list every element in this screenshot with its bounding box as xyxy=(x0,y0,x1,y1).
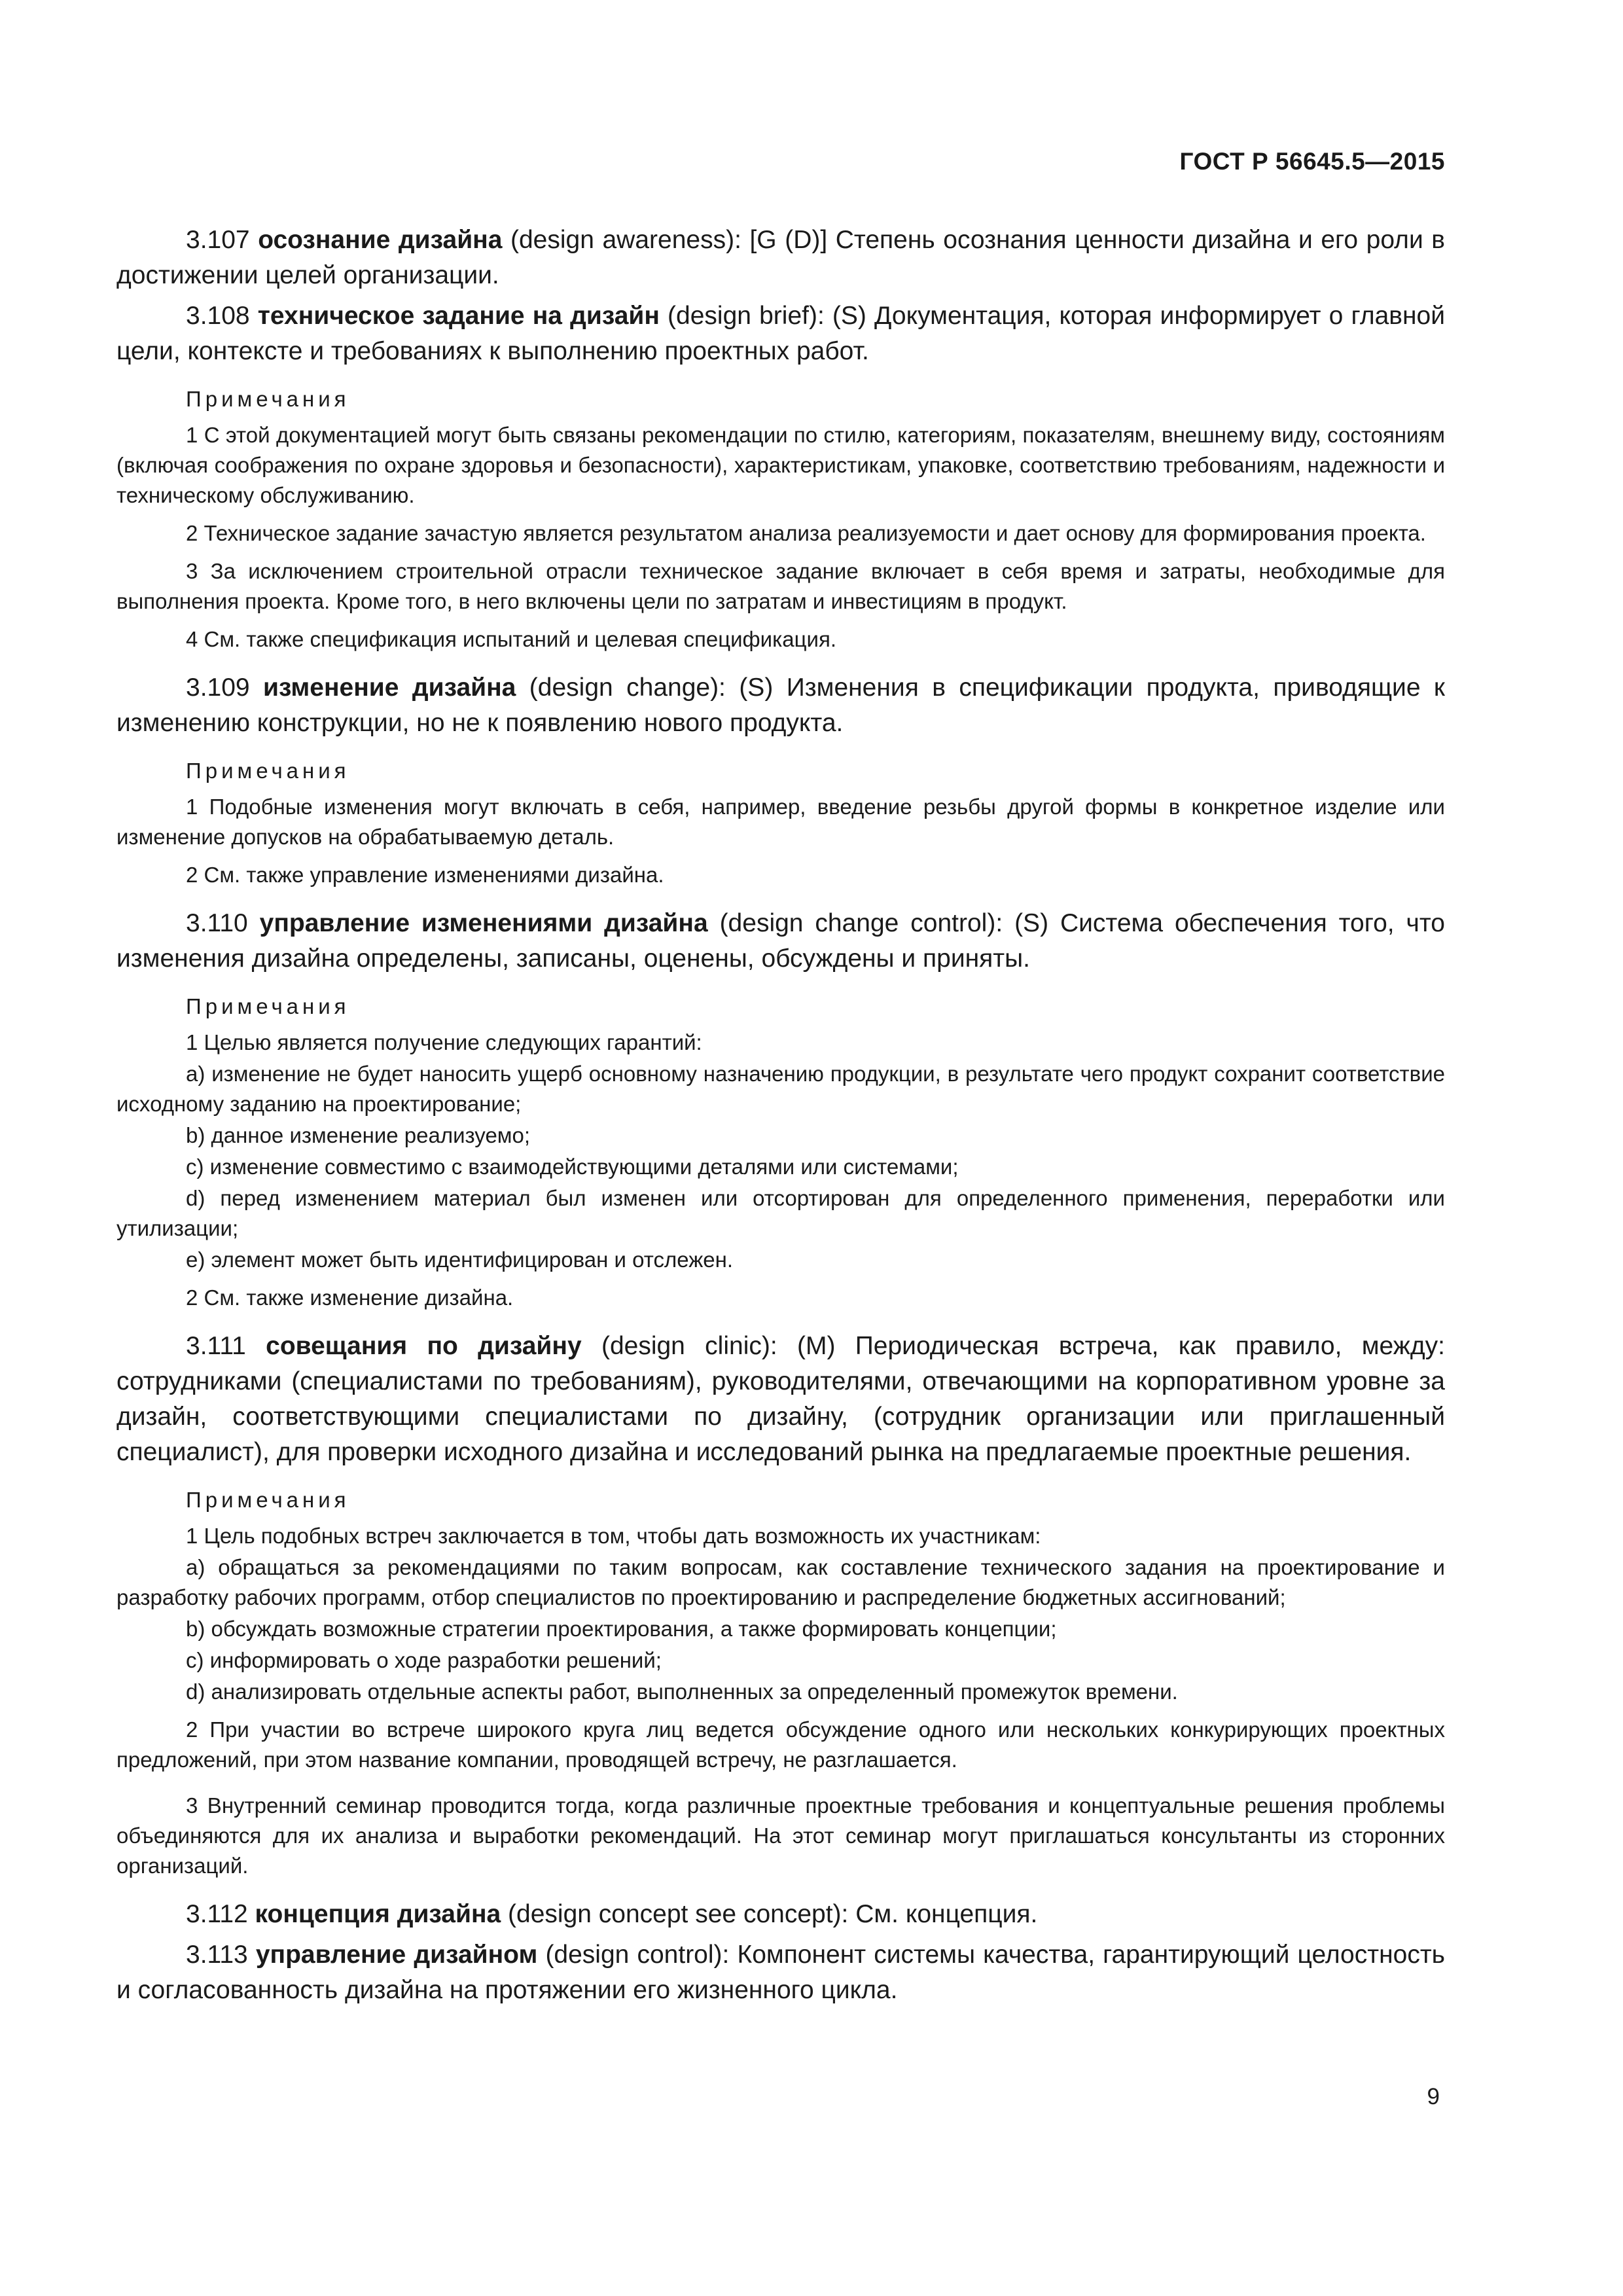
note-subitem: b) обсуждать возможные стратегии проектирования, а также формировать концепции; xyxy=(186,1617,1057,1641)
term-definition: (design clinic): (M) Периодическая встреча, как правило, между: сотрудниками (специалистами по требованиям), руководителями, отвечающими на корпоративном уровне за дизайн, соответствующими специалистами по дизайну, (сотрудник организации или приглашенный специалист), для проверки исходного дизайна и исследований рынка на предлагаемые проектные решения. xyxy=(116,1332,1445,1466)
notes-heading: Примечания xyxy=(186,1488,350,1512)
term-definition: (design brief): (S) Документация, которая информирует о главной цели, контексте и требованиях к выполнению проектных работ. xyxy=(116,302,1445,365)
note-item: 1 С этой документацией могут быть связаны рекомендации по стилю, категориям, показателям, внешнему виду, состояниям (включая соображения по охране здоровья и безопасности), характеристикам, упаковке, соответствию требованиям, надежности и техническому обслуживанию. xyxy=(116,423,1445,507)
note-item: 3 Внутренний семинар проводится тогда, когда различные проектные требования и концептуальные решения проблемы объединяются для их анализа и выработки рекомендаций. На этот семинар могут приглашаться консультанты из сторонних организаций. xyxy=(116,1793,1445,1878)
note-subitem: e) элемент может быть идентифицирован и отслежен. xyxy=(186,1247,734,1272)
notes-heading: Примечания xyxy=(186,387,350,411)
term-name: совещания по дизайну xyxy=(266,1332,582,1360)
term-3-107 xyxy=(116,223,1445,293)
term-number: 3.110 xyxy=(186,909,248,937)
term-name: осознание дизайна xyxy=(258,226,503,254)
term-number: 3.109 xyxy=(186,673,250,702)
note-subitem: c) информировать о ходе разработки решений; xyxy=(186,1648,662,1672)
term-3-109 xyxy=(116,670,1445,741)
note-item: 1 Целью является получение следующих гарантий: xyxy=(186,1030,702,1054)
term-name: концепция дизайна xyxy=(255,1900,501,1928)
note-subitem: b) данное изменение реализуемо; xyxy=(186,1123,531,1147)
term-definition: (design change): (S) Изменения в спецификации продукта, приводящие к изменению конструкции, но не к появлению нового продукта. xyxy=(116,673,1445,737)
note-subitem: c) изменение совместимо с взаимодействующими деталями или системами; xyxy=(186,1155,959,1179)
term-3-108 xyxy=(116,298,1445,369)
term-definition: (design control): Компонент системы качества, гарантирующий целостность и согласованность дизайна на протяжении его жизненного цикла. xyxy=(116,1941,1445,2004)
term-definition: (design awareness): [G (D)] Степень осознания ценности дизайна и его роли в достижении целей организации. xyxy=(116,226,1446,289)
note-item: 1 Подобные изменения могут включать в себя, например, введение резьбы другой формы в конкретное изделие или изменение допусков на обрабатываемую деталь. xyxy=(116,795,1445,849)
term-3-112 xyxy=(116,1897,1445,1932)
term-name: управление изменениями дизайна xyxy=(259,909,708,937)
note-subitem: d) перед изменением материал был изменен или отсортирован для определенного применения, переработки или утилизации; xyxy=(116,1186,1445,1240)
note-item: 2 Техническое задание зачастую является результатом анализа реализуемости и дает основу для формирования проекта. xyxy=(186,521,1426,545)
term-number: 3.107 xyxy=(186,226,250,254)
term-number: 3.112 xyxy=(186,1900,248,1928)
note-item: 2 См. также управление изменениями дизайна. xyxy=(186,863,664,887)
term-3-111 xyxy=(116,1329,1445,1470)
term-name: изменение дизайна xyxy=(263,673,516,702)
term-number: 3.111 xyxy=(186,1332,246,1360)
notes-heading: Примечания xyxy=(186,994,350,1018)
page-number: 9 xyxy=(1427,2084,1440,2109)
term-number: 3.113 xyxy=(186,1941,248,1969)
note-subitem: a) обращаться за рекомендациями по таким вопросам, как составление технического задания на проектирование и разработку рабочих программ, отбор специалистов по проектированию и распределение бюджетных ассигнований; xyxy=(116,1555,1445,1609)
term-name: техническое задание на дизайн xyxy=(257,302,660,330)
document-body xyxy=(116,223,1445,2013)
standard-header: ГОСТ Р 56645.5—2015 xyxy=(1179,148,1445,175)
term-definition: (design change control): (S) Система обеспечения того, что изменения дизайна определены, записаны, оценены, обсуждены и приняты. xyxy=(116,909,1445,973)
notes-heading: Примечания xyxy=(186,759,350,783)
term-name: управление дизайном xyxy=(255,1941,538,1969)
note-item: 1 Цель подобных встреч заключается в том, чтобы дать возможность их участникам: xyxy=(186,1524,1041,1548)
term-3-113 xyxy=(116,1937,1445,2008)
note-item: 4 См. также спецификация испытаний и целевая спецификация. xyxy=(186,627,836,651)
note-item: 3 За исключением строительной отрасли техническое задание включает в себя время и затраты, необходимые для выполнения проекта. Кроме того, в него включены цели по затратам и инвестициям в продукт. xyxy=(116,559,1445,613)
term-number: 3.108 xyxy=(186,302,250,330)
note-item: 2 При участии во встрече широкого круга лиц ведется обсуждение одного или нескольких конкурирующих проектных предложений, при этом название компании, проводящей встречу, не разглашается. xyxy=(116,1717,1445,1772)
note-item: 2 См. также изменение дизайна. xyxy=(186,1285,514,1310)
note-subitem: a) изменение не будет наносить ущерб основному назначению продукции, в результате чего продукт сохранит соответствие исходному заданию на проектирование; xyxy=(116,1062,1445,1116)
term-3-110 xyxy=(116,906,1445,977)
note-subitem: d) анализировать отдельные аспекты работ, выполненных за определенный промежуток времени. xyxy=(186,1679,1178,1704)
term-definition: (design concept see concept): См. концепция. xyxy=(501,1900,1038,1928)
